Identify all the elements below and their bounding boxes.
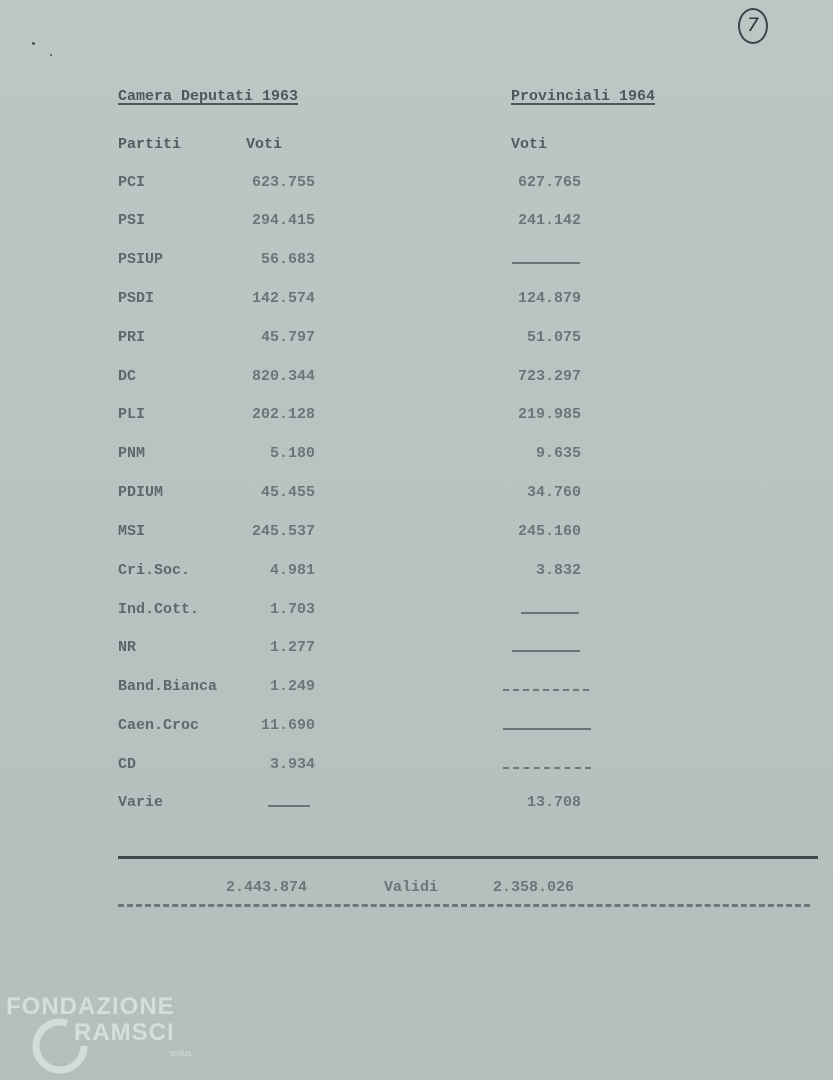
- party-name: PDIUM: [118, 484, 164, 501]
- votes-1964: 723.297: [517, 368, 581, 385]
- votes-1963: 245.537: [251, 523, 315, 540]
- table-row: [0, 290, 833, 314]
- table-row: [0, 212, 833, 236]
- ink-speck: [50, 54, 52, 56]
- votes-1963: 5.180: [269, 445, 315, 462]
- total-votes-1964: 2.358.026: [493, 879, 575, 896]
- logo-line-2: RAMSCI: [74, 1019, 175, 1046]
- dash-line: [503, 689, 589, 691]
- votes-1963: 56.683: [260, 251, 315, 268]
- dash-line: [503, 728, 591, 730]
- votes-1964: 51.075: [526, 329, 581, 346]
- votes-1964: 219.985: [517, 406, 581, 423]
- table-row: [0, 562, 833, 586]
- page-number: 7: [738, 8, 768, 44]
- dash-line: [268, 805, 310, 807]
- table-row: [0, 717, 833, 741]
- votes-1963: 1.249: [269, 678, 315, 695]
- party-name: PCI: [118, 174, 146, 191]
- table-row: [0, 174, 833, 198]
- party-name: PSDI: [118, 290, 155, 307]
- votes-1963: 4.981: [269, 562, 315, 579]
- heading-camera-deputati: Camera Deputati 1963: [118, 88, 299, 105]
- votes-1964: 124.879: [517, 290, 581, 307]
- votes-1963: 45.797: [260, 329, 315, 346]
- dash-line: [521, 612, 579, 614]
- total-rule: [118, 856, 818, 859]
- votes-1964: 3.832: [535, 562, 581, 579]
- party-name: Varie: [118, 794, 164, 811]
- column-header-voti-1964: Voti: [511, 136, 548, 153]
- votes-1963: 45.455: [260, 484, 315, 501]
- votes-1963: 1.703: [269, 601, 315, 618]
- table-row: [0, 368, 833, 392]
- votes-1963: 294.415: [251, 212, 315, 229]
- votes-1964: 9.635: [535, 445, 581, 462]
- heading-provinciali: Provinciali 1964: [511, 88, 656, 105]
- votes-1963: 623.755: [251, 174, 315, 191]
- table-row: [0, 601, 833, 625]
- table-row: [0, 794, 833, 818]
- table-row: [0, 484, 833, 508]
- logo-suffix: onlus: [170, 1048, 192, 1058]
- dash-line: [503, 767, 591, 769]
- party-name: PLI: [118, 406, 146, 423]
- total-label-validi: Validi: [384, 879, 439, 896]
- votes-1964: 241.142: [517, 212, 581, 229]
- table-row: [0, 639, 833, 663]
- party-name: CD: [118, 756, 137, 773]
- table-row: [0, 756, 833, 780]
- votes-1964: 245.160: [517, 523, 581, 540]
- dash-line: [512, 262, 580, 264]
- votes-1964: 13.708: [526, 794, 581, 811]
- column-header-voti-1963: Voti: [246, 136, 283, 153]
- party-name: NR: [118, 639, 137, 656]
- party-name: PRI: [118, 329, 146, 346]
- party-name: PSI: [118, 212, 146, 229]
- votes-1963: 820.344: [251, 368, 315, 385]
- votes-1963: 11.690: [260, 717, 315, 734]
- table-row: [0, 406, 833, 430]
- party-name: MSI: [118, 523, 146, 540]
- table-row: [0, 523, 833, 547]
- logo-line-1: FONDAZIONE: [6, 993, 175, 1020]
- table-row: [0, 678, 833, 702]
- table-row: [0, 329, 833, 353]
- party-name: Cri.Soc.: [118, 562, 191, 579]
- party-name: Ind.Cott.: [118, 601, 200, 618]
- votes-1963: 142.574: [251, 290, 315, 307]
- fondazione-gramsci-logo: [4, 990, 214, 1076]
- table-row: [0, 251, 833, 275]
- votes-1964: 34.760: [526, 484, 581, 501]
- total-votes-1963: 2.443.874: [226, 879, 308, 896]
- votes-1963: 202.128: [251, 406, 315, 423]
- column-header-partiti: Partiti: [118, 136, 182, 153]
- ink-speck: [32, 42, 35, 45]
- bottom-dashed-rule: [118, 904, 810, 907]
- party-name: DC: [118, 368, 137, 385]
- table-row: [0, 445, 833, 469]
- votes-1964: 627.765: [517, 174, 581, 191]
- votes-1963: 1.277: [269, 639, 315, 656]
- votes-1963: 3.934: [269, 756, 315, 773]
- party-name: PSIUP: [118, 251, 164, 268]
- party-name: Band.Bianca: [118, 678, 218, 695]
- dash-line: [512, 650, 580, 652]
- party-name: PNM: [118, 445, 146, 462]
- party-name: Caen.Croc: [118, 717, 200, 734]
